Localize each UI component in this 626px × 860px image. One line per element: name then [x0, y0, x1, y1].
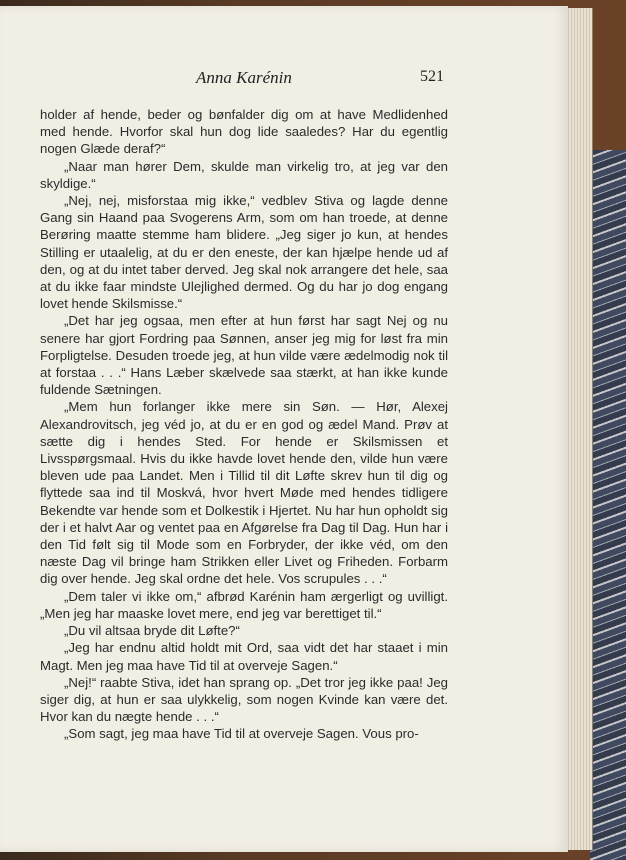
- paragraph: „Jeg har endnu altid holdt mit Ord, saa vidt det har staaet i min Magt. Men jeg maa have Tid til at overveje Sagen.“: [40, 640, 448, 673]
- page-edges: [566, 8, 593, 850]
- body-text: [40, 106, 448, 743]
- paragraph: „Du vil altsaa bryde dit Løfte?“: [64, 623, 240, 639]
- page-number: 521: [420, 68, 444, 85]
- paragraph: holder af hende, beder og bønfalder dig om at have Medlidenhed med hende. Hvorfor skal hun dog lide saaledes? Har du egentlig nogen Glæde deraf?“: [40, 107, 448, 157]
- paragraph: „Som sagt, jeg maa have Tid til at overveje Sagen. Vous pro-: [64, 726, 419, 742]
- paragraph: „Det har jeg ogsaa, men efter at hun først har sagt Nej og nu senere har gjort Fordring paa Sønnen, anser jeg mig for løst fra min Forpligtelse. Desuden troede jeg, at hun vilde være ædelmodig nok til at forstaa . . .“ Hans Læber skælvede saa stærkt, at han ikke kunde fuldende Sætningen.: [40, 313, 448, 398]
- paragraph: „Dem taler vi ikke om,“ afbrød Karénin ham ærgerligt og uvilligt. „Men jeg har maaske lovet mere, end jeg var berettiget til.“: [40, 588, 448, 621]
- running-title: Anna Karénin: [196, 68, 292, 87]
- page-header: [0, 68, 568, 94]
- book-page: [0, 6, 568, 852]
- marbled-edge: [590, 150, 626, 860]
- paragraph: „Naar man hører Dem, skulde man virkelig tro, at jeg var den skyldige.“: [40, 158, 448, 191]
- paragraph: „Nej!“ raabte Stiva, idet han sprang op. „Det tror jeg ikke paa! Jeg siger dig, at hun er saa ulykkelig, som nogen Kvinde kan være det. Hvor kan du nægte hende . . .“: [40, 674, 448, 725]
- paragraph: „Mem hun forlanger ikke mere sin Søn. — Hør, Alexej Alexandrovitsch, jeg véd jo, at du er en god og ædel Mand. Prøv at sætte dig i hendes Sted. For hende er Skilsmissen et Livsspørgsmaal. Hvis du ikke havde lovet hende den, vilde hun være bleven ude paa Landet. Men i Tillid til dit Løfte skrev hun til dig og flyttede saa ind til Moskvá, hvor hvert Møde med hendes tidligere Bekendte var hende som et Dolkestik i Hjertet. Nu har hun opholdt sig der i et halvt Aar og ventet paa en Afgørelse fra Dag til Dag. Hun har i den Tid følt sig til Mode som en Forbryder, der ikke véd, om den næste Dag vil bringe ham Strikken eller Livet og Friheden. Forbarm dig over hende. Jeg skal ordne det hele. Vos scrupules . . .“: [40, 399, 448, 587]
- paragraph: „Nej, nej, misforstaa mig ikke,“ vedblev Stiva og lagde denne Gang sin Haand paa Svogerens Arm, som om han troede, at denne Berøring maatte stemme ham blidere. „Jeg siger jo kun, at hendes Stilling er utaalelig, at du er den eneste, der kan hjælpe hende ud af den, og at du intet taber derved. Jeg skal nok arrangere det hele, saa at du ikke faar mindste Ulejlighed dermed. Og du har jo dog engang lovet hende Skilsmisse.“: [40, 193, 448, 312]
